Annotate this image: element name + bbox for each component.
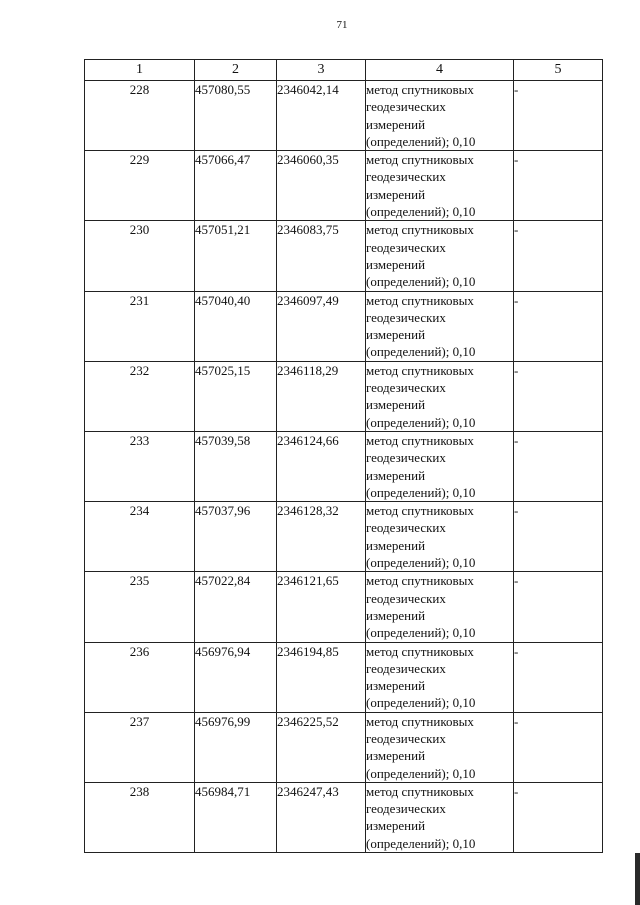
table-body bbox=[85, 81, 603, 853]
y-coordinate-cell: 2346060,35 bbox=[277, 151, 366, 221]
point-number-cell: 234 bbox=[85, 502, 195, 572]
method-cell bbox=[366, 81, 514, 151]
y-coordinate-cell: 2346247,43 bbox=[277, 782, 366, 852]
y-coordinate-cell: 2346097,49 bbox=[277, 291, 366, 361]
method-cell bbox=[366, 712, 514, 782]
note-cell: - bbox=[514, 502, 603, 572]
method-text-line: геодезических bbox=[366, 380, 446, 396]
y-coordinate-cell: 2346124,66 bbox=[277, 431, 366, 501]
method-cell bbox=[366, 642, 514, 712]
method-text-line: (определений); 0,10 bbox=[366, 484, 476, 500]
method-cell bbox=[366, 361, 514, 431]
method-text-line: геодезических bbox=[366, 660, 446, 676]
y-coordinate-cell: 2346128,32 bbox=[277, 502, 366, 572]
column-header-5: 5 bbox=[514, 60, 603, 81]
method-text-line: (определений); 0,10 bbox=[366, 625, 476, 641]
x-coordinate-cell: 456984,71 bbox=[195, 782, 277, 852]
method-text-line: измерений bbox=[366, 256, 426, 272]
point-number-cell: 229 bbox=[85, 151, 195, 221]
x-coordinate-cell: 457066,47 bbox=[195, 151, 277, 221]
method-cell bbox=[366, 782, 514, 852]
method-text-line: (определений); 0,10 bbox=[366, 344, 476, 360]
method-text-line: метод спутниковых bbox=[366, 573, 474, 589]
note-cell: - bbox=[514, 81, 603, 151]
method-text-line: метод спутниковых bbox=[366, 292, 474, 308]
note-cell: - bbox=[514, 361, 603, 431]
table-row bbox=[85, 712, 603, 782]
point-number-cell: 233 bbox=[85, 431, 195, 501]
point-number-cell: 232 bbox=[85, 361, 195, 431]
y-coordinate-cell: 2346118,29 bbox=[277, 361, 366, 431]
column-header-2: 2 bbox=[195, 60, 277, 81]
table-row bbox=[85, 221, 603, 291]
table-row bbox=[85, 502, 603, 572]
method-text-line: метод спутниковых bbox=[366, 152, 474, 168]
note-cell: - bbox=[514, 572, 603, 642]
table-row bbox=[85, 572, 603, 642]
x-coordinate-cell: 457051,21 bbox=[195, 221, 277, 291]
y-coordinate-cell: 2346042,14 bbox=[277, 81, 366, 151]
note-cell: - bbox=[514, 782, 603, 852]
method-cell bbox=[366, 151, 514, 221]
point-number-cell: 228 bbox=[85, 81, 195, 151]
point-number-cell: 237 bbox=[85, 712, 195, 782]
method-text-line: метод спутниковых bbox=[366, 783, 474, 799]
method-cell bbox=[366, 572, 514, 642]
note-cell: - bbox=[514, 642, 603, 712]
method-text-line: метод спутниковых bbox=[366, 503, 474, 519]
table-row bbox=[85, 291, 603, 361]
method-text-line: геодезических bbox=[366, 520, 446, 536]
note-cell: - bbox=[514, 431, 603, 501]
method-text-line: геодезических bbox=[366, 239, 446, 255]
method-text-line: измерений bbox=[366, 818, 426, 834]
method-text-line: (определений); 0,10 bbox=[366, 555, 476, 571]
method-text-line: (определений); 0,10 bbox=[366, 204, 476, 220]
table-row bbox=[85, 782, 603, 852]
x-coordinate-cell: 457037,96 bbox=[195, 502, 277, 572]
coordinates-table bbox=[84, 59, 603, 853]
method-text-line: метод спутниковых bbox=[366, 222, 474, 238]
note-cell: - bbox=[514, 712, 603, 782]
method-text-line: (определений); 0,10 bbox=[366, 695, 476, 711]
header-row bbox=[85, 60, 603, 81]
column-header-3: 3 bbox=[277, 60, 366, 81]
method-text-line: метод спутниковых bbox=[366, 362, 474, 378]
x-coordinate-cell: 457040,40 bbox=[195, 291, 277, 361]
method-text-line: (определений); 0,10 bbox=[366, 274, 476, 290]
method-text-line: геодезических bbox=[366, 450, 446, 466]
method-text-line: метод спутниковых bbox=[366, 713, 474, 729]
method-text-line: геодезических bbox=[366, 99, 446, 115]
method-text-line: геодезических bbox=[366, 590, 446, 606]
note-cell: - bbox=[514, 151, 603, 221]
method-text-line: измерений bbox=[366, 748, 426, 764]
x-coordinate-cell: 457080,55 bbox=[195, 81, 277, 151]
y-coordinate-cell: 2346194,85 bbox=[277, 642, 366, 712]
method-cell bbox=[366, 502, 514, 572]
x-coordinate-cell: 457025,15 bbox=[195, 361, 277, 431]
point-number-cell: 236 bbox=[85, 642, 195, 712]
method-text-line: (определений); 0,10 bbox=[366, 133, 476, 149]
table-row bbox=[85, 81, 603, 151]
table-row bbox=[85, 642, 603, 712]
x-coordinate-cell: 456976,94 bbox=[195, 642, 277, 712]
method-text-line: геодезических bbox=[366, 730, 446, 746]
method-text-line: метод спутниковых bbox=[366, 643, 474, 659]
method-text-line: геодезических bbox=[366, 309, 446, 325]
column-header-4: 4 bbox=[366, 60, 514, 81]
page-number: 71 bbox=[336, 19, 348, 31]
table-row bbox=[85, 151, 603, 221]
method-text-line: (определений); 0,10 bbox=[366, 835, 476, 851]
method-text-line: измерений bbox=[366, 607, 426, 623]
method-text-line: метод спутниковых bbox=[366, 82, 474, 97]
x-coordinate-cell: 456976,99 bbox=[195, 712, 277, 782]
note-cell: - bbox=[514, 291, 603, 361]
y-coordinate-cell: 2346083,75 bbox=[277, 221, 366, 291]
x-coordinate-cell: 457022,84 bbox=[195, 572, 277, 642]
y-coordinate-cell: 2346121,65 bbox=[277, 572, 366, 642]
y-coordinate-cell: 2346225,52 bbox=[277, 712, 366, 782]
method-text-line: метод спутниковых bbox=[366, 432, 474, 448]
method-cell bbox=[366, 291, 514, 361]
method-text-line: измерений bbox=[366, 116, 426, 132]
method-text-line: измерений bbox=[366, 678, 426, 694]
method-text-line: измерений bbox=[366, 537, 426, 553]
x-coordinate-cell: 457039,58 bbox=[195, 431, 277, 501]
point-number-cell: 230 bbox=[85, 221, 195, 291]
table-row bbox=[85, 361, 603, 431]
point-number-cell: 235 bbox=[85, 572, 195, 642]
method-text-line: измерений bbox=[366, 397, 426, 413]
point-number-cell: 238 bbox=[85, 782, 195, 852]
column-header-1: 1 bbox=[85, 60, 195, 81]
method-text-line: измерений bbox=[366, 327, 426, 343]
point-number-cell: 231 bbox=[85, 291, 195, 361]
note-cell: - bbox=[514, 221, 603, 291]
method-cell bbox=[366, 221, 514, 291]
table-row bbox=[85, 431, 603, 501]
method-text-line: (определений); 0,10 bbox=[366, 765, 476, 781]
scan-edge-mark bbox=[635, 853, 640, 905]
table-header bbox=[85, 60, 603, 81]
method-text-line: измерений bbox=[366, 186, 426, 202]
method-text-line: (определений); 0,10 bbox=[366, 414, 476, 430]
method-text-line: геодезических bbox=[366, 801, 446, 817]
method-text-line: измерений bbox=[366, 467, 426, 483]
method-text-line: геодезических bbox=[366, 169, 446, 185]
method-cell bbox=[366, 431, 514, 501]
